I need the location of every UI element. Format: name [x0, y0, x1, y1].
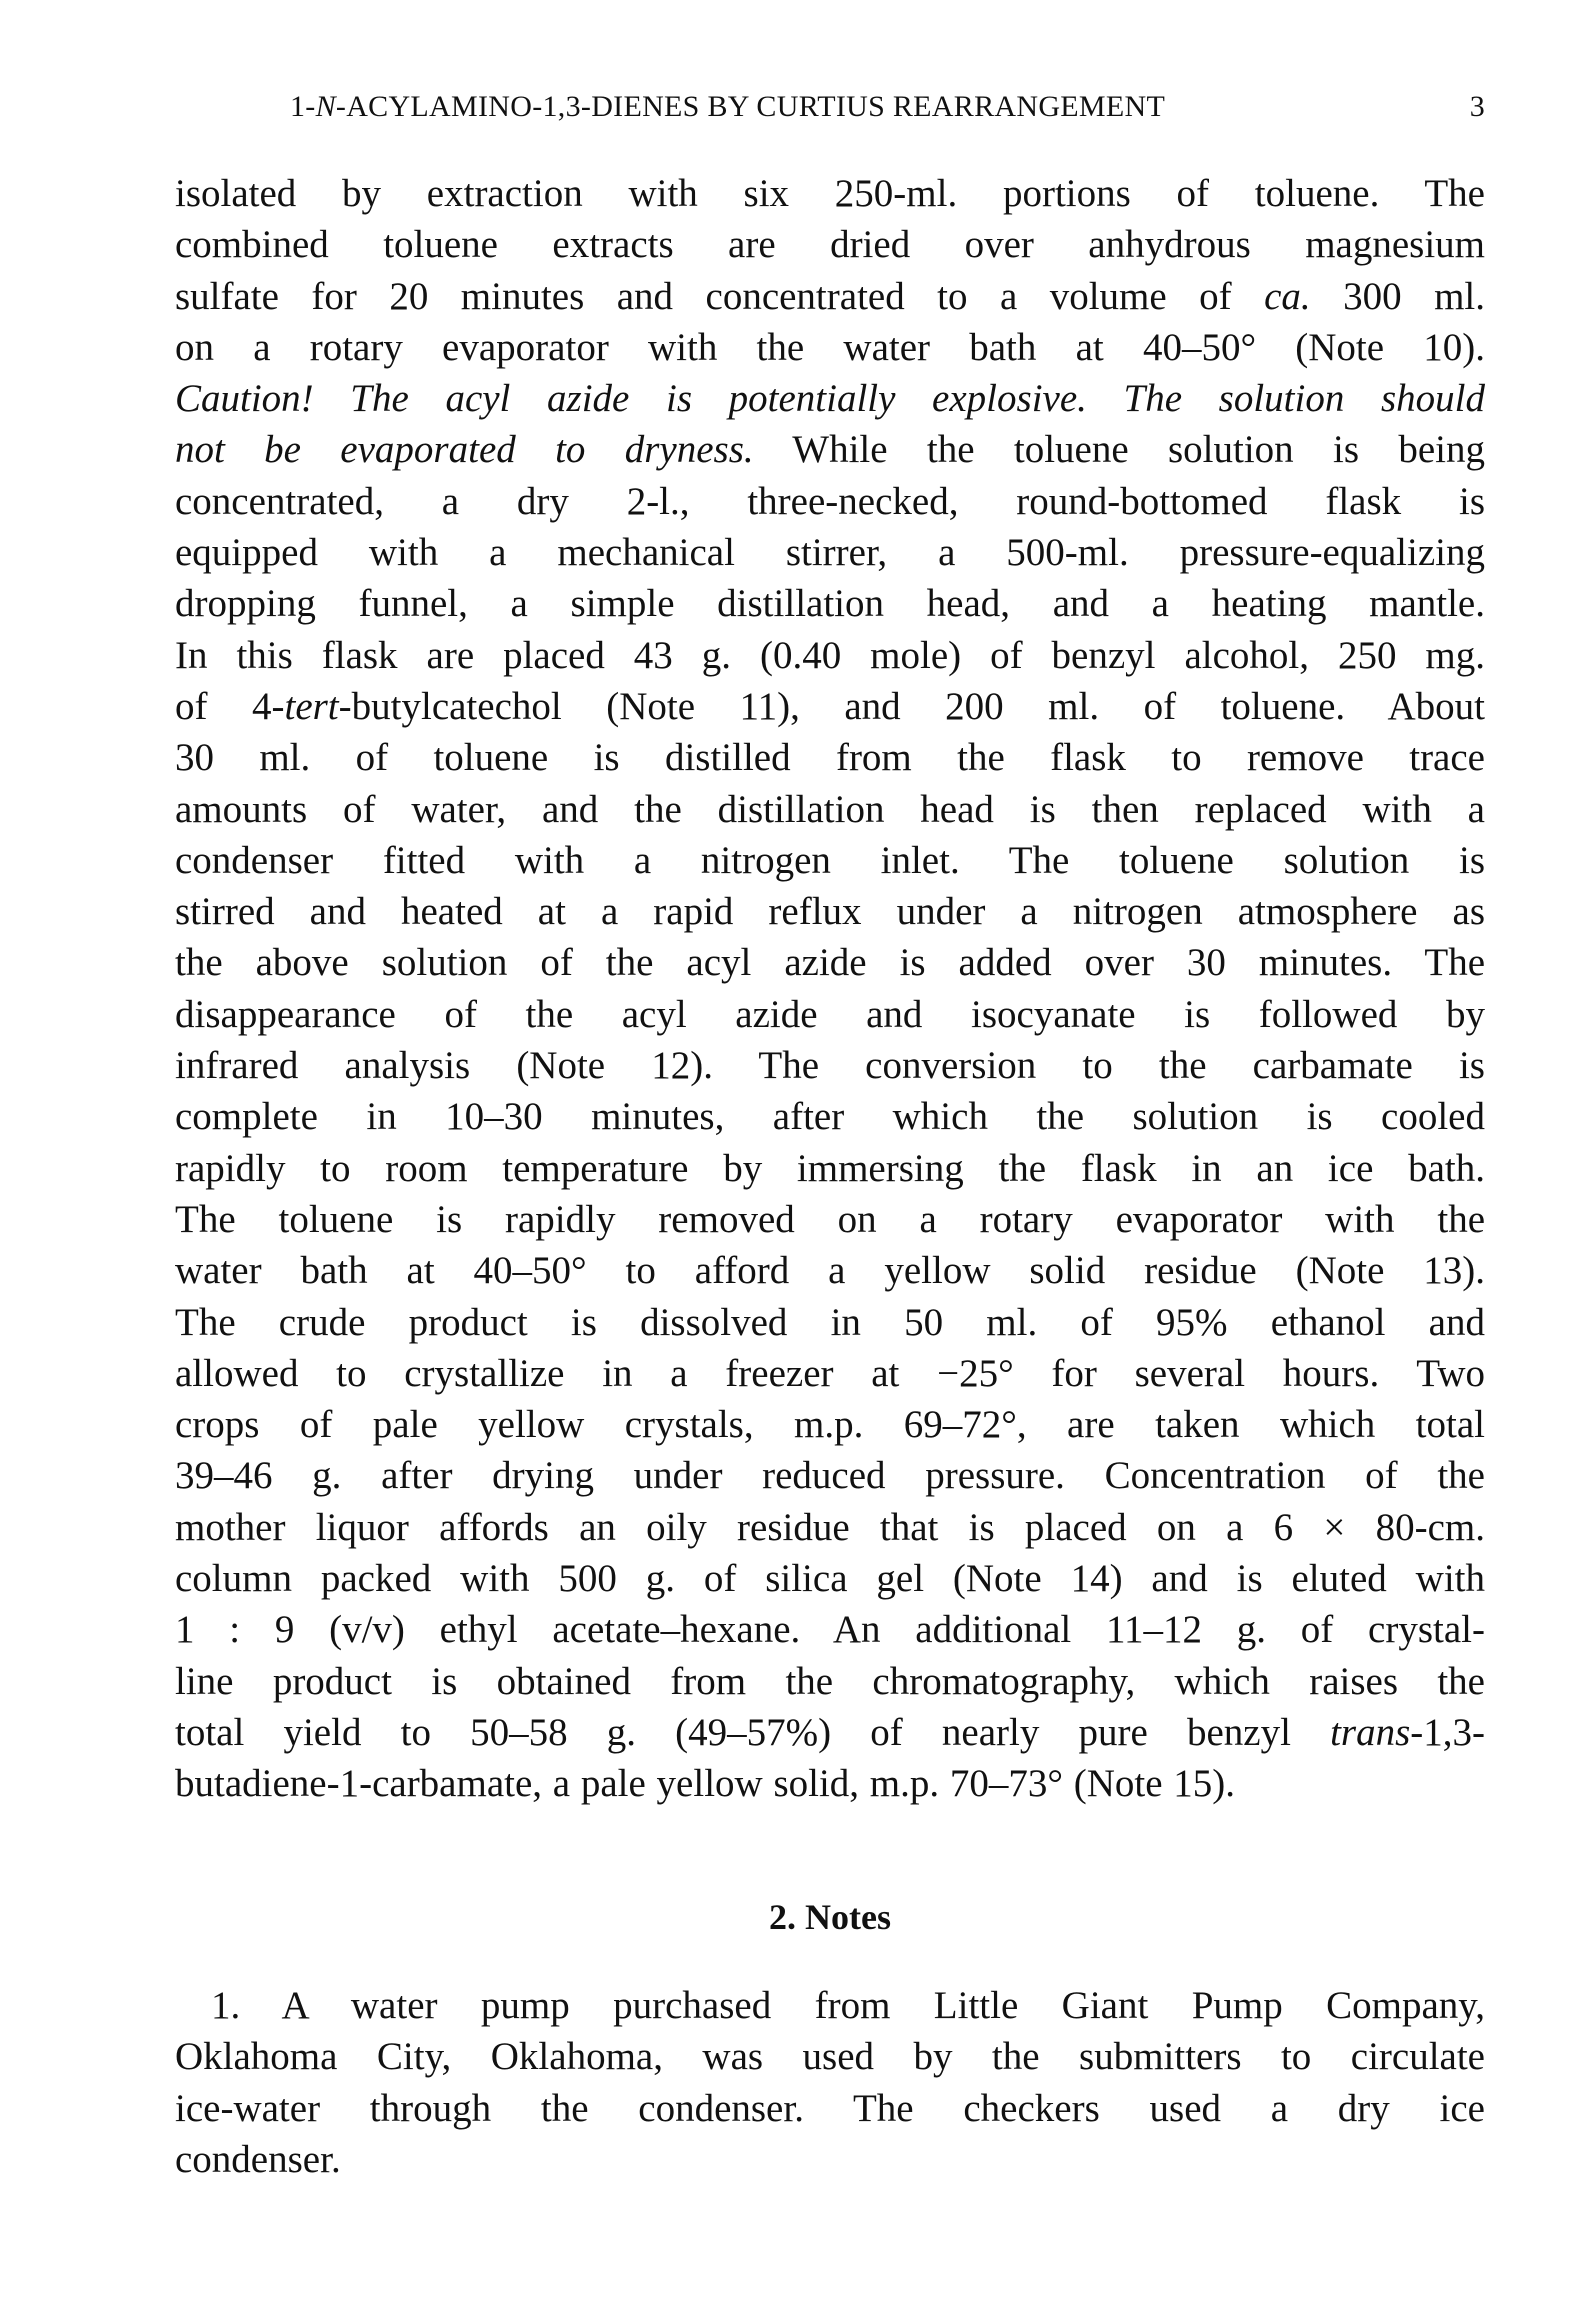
- text-line: [175, 1040, 1485, 1091]
- text-run: amounts of water, and the distillation head is then replaced with a: [175, 787, 1485, 831]
- text-run-italic: tert: [284, 684, 339, 728]
- text-run: on a rotary evaporator with the water bath at 40–50° (Note 10).: [175, 325, 1485, 369]
- note-line: 1. A water pump purchased from Little Giant Pump Company,: [211, 1983, 1485, 2027]
- text-line: [175, 1758, 1485, 1809]
- text-run: sulfate for 20 minutes and concentrated to a volume of: [175, 274, 1265, 318]
- text-line: [175, 424, 1485, 475]
- text-line: [175, 1604, 1485, 1655]
- text-line: [175, 732, 1485, 783]
- text-line: [175, 989, 1485, 1040]
- text-line: [175, 1091, 1485, 1142]
- title-prefix: 1-: [290, 90, 316, 123]
- text-line: [175, 476, 1485, 527]
- text-line: [175, 322, 1485, 373]
- text-line: [175, 1553, 1485, 1604]
- text-run: disappearance of the acyl azide and isocyanate is followed by: [175, 992, 1485, 1036]
- text-line: [175, 578, 1485, 629]
- text-line: [175, 1297, 1485, 1348]
- notes-heading: 2. Notes: [769, 1896, 891, 1937]
- running-head-title: [290, 90, 1165, 124]
- text-run: infrared analysis (Note 12). The conversion to the carbamate is: [175, 1044, 1485, 1088]
- text-run: 300 ml.: [1310, 274, 1486, 318]
- page-number: 3: [1469, 90, 1485, 123]
- title-italic: N: [315, 90, 336, 123]
- text-run: mother liquor affords an oily residue that is placed on a 6 × 80-cm.: [175, 1505, 1485, 1549]
- text-line: [175, 1399, 1485, 1450]
- text-run: crops of pale yellow crystals, m.p. 69–72°, are taken which total: [175, 1403, 1485, 1447]
- text-line: [175, 1348, 1485, 1399]
- text-run: equipped with a mechanical stirrer, a 500-ml. pressure-equalizing: [175, 531, 1485, 575]
- text-run: total yield to 50–58 g. (49–57%) of nearly pure benzyl: [175, 1710, 1331, 1754]
- text-line: [175, 630, 1485, 681]
- text-line-caution: [175, 373, 1485, 424]
- text-run: 1 : 9 (v/v) ethyl acetate–hexane. An additional 11–12 g. of crystal-: [175, 1608, 1485, 1652]
- note-line: Oklahoma City, Oklahoma, was used by the submitters to circulate: [175, 2035, 1485, 2078]
- text-run: concentrated, a dry 2-l., three-necked, round-bottomed flask is: [175, 479, 1485, 523]
- text-line: [175, 1143, 1485, 1194]
- text-run: condenser fitted with a nitrogen inlet. The toluene solution is: [175, 838, 1485, 882]
- text-line: [175, 1502, 1485, 1553]
- title-rest: -ACYLAMINO-1,3-DIENES BY CURTIUS REARRANGEMENT: [335, 90, 1166, 123]
- text-run: dropping funnel, a simple distillation head, and a heating mantle.: [175, 582, 1485, 626]
- text-run: water bath at 40–50° to afford a yellow solid residue (Note 13).: [175, 1249, 1485, 1293]
- text-run: line product is obtained from the chromatography, which raises the: [175, 1659, 1485, 1703]
- text-line: [175, 1450, 1485, 1501]
- text-run: The crude product is dissolved in 50 ml. of 95% ethanol and: [175, 1300, 1485, 1344]
- text-run-italic: Caution! The acyl azide is potentially explosive. The solution should: [175, 377, 1485, 421]
- text-line: [175, 1707, 1485, 1758]
- text-line: [175, 219, 1485, 270]
- note-line: ice-water through the condenser. The checkers used a dry ice: [175, 2086, 1485, 2130]
- text-run: allowed to crystallize in a freezer at −25° for several hours. Two: [175, 1351, 1485, 1395]
- text-line: [175, 527, 1485, 578]
- text-run: column packed with 500 g. of silica gel (Note 14) and is eluted with: [175, 1557, 1485, 1601]
- text-run-italic: not be evaporated to dryness.: [175, 428, 754, 472]
- text-run: The toluene is rapidly removed on a rotary evaporator with the: [175, 1197, 1485, 1241]
- text-line: [175, 784, 1485, 835]
- text-line: [175, 1194, 1485, 1245]
- text-run: While the toluene solution is being: [753, 428, 1485, 472]
- text-run: rapidly to room temperature by immersing the flask in an ice bath.: [175, 1146, 1485, 1190]
- running-head: [290, 90, 1485, 124]
- text-run-italic: trans: [1330, 1710, 1411, 1754]
- note-1: [175, 1980, 1485, 2186]
- text-line: [175, 681, 1485, 732]
- document-page: [175, 90, 1485, 2186]
- text-run: butadiene-1-carbamate, a pale yellow solid, m.p. 70–73° (Note 15).: [175, 1762, 1236, 1806]
- text-line: [175, 937, 1485, 988]
- text-run: complete in 10–30 minutes, after which the solution is cooled: [175, 1095, 1485, 1139]
- text-run-italic: ca.: [1264, 274, 1311, 318]
- text-line: [175, 1245, 1485, 1296]
- text-line: [175, 168, 1485, 219]
- text-run: -butylcatechol (Note 11), and 200 ml. of toluene. About: [338, 684, 1485, 728]
- text-run: 30 ml. of toluene is distilled from the flask to remove trace: [175, 736, 1485, 780]
- text-line: [175, 271, 1485, 322]
- text-run: of 4-: [175, 684, 285, 728]
- text-run: In this flask are placed 43 g. (0.40 mole) of benzyl alcohol, 250 mg.: [175, 633, 1485, 677]
- text-line: [175, 835, 1485, 886]
- text-line: [175, 1656, 1485, 1707]
- text-run: isolated by extraction with six 250-ml. portions of toluene. The: [175, 172, 1485, 215]
- text-run: the above solution of the acyl azide is added over 30 minutes. The: [175, 941, 1485, 985]
- note-line: condenser.: [175, 2138, 341, 2181]
- text-run: combined toluene extracts are dried over anhydrous magnesium: [175, 223, 1485, 267]
- procedure-paragraph: [175, 168, 1485, 1810]
- text-run: -1,3-: [1410, 1710, 1485, 1754]
- text-run: stirred and heated at a rapid reflux under a nitrogen atmosphere as: [175, 890, 1485, 934]
- text-line: [175, 886, 1485, 937]
- text-run: 39–46 g. after drying under reduced pressure. Concentration of the: [175, 1454, 1485, 1498]
